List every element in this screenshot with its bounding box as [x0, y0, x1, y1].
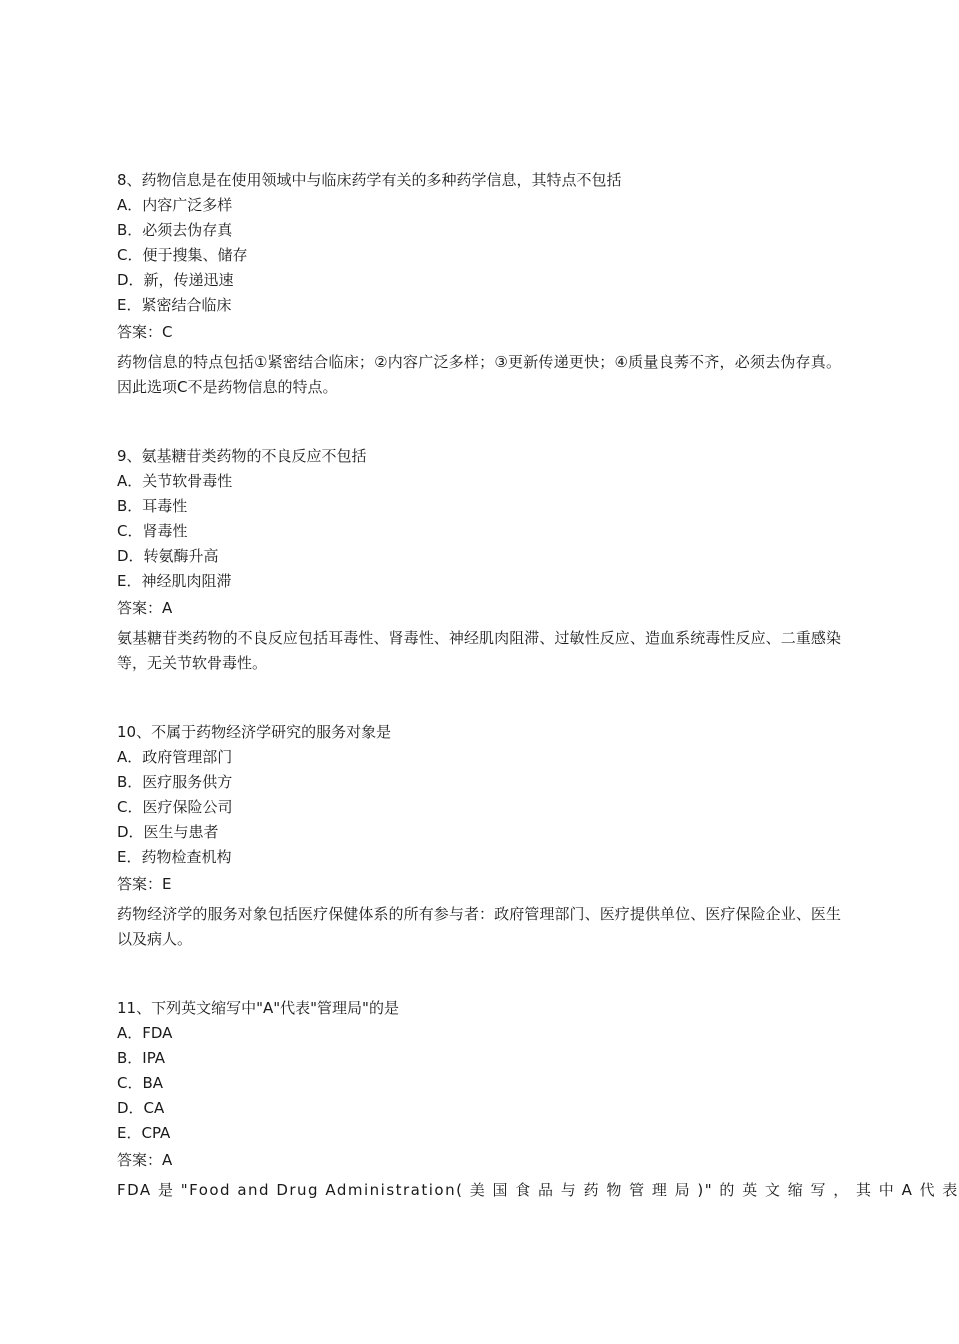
question-stem: 8、药物信息是在使用领域中与临床药学有关的多种药学信息，其特点不包括 — [117, 171, 622, 189]
explanation: 药物经济学的服务对象包括医疗保健体系的所有参与者：政府管理部门、医疗提供单位、医疗保险企业、医生以及病人。 — [117, 905, 841, 948]
option-e: E．紧密结合临床 — [117, 296, 232, 314]
question-stem: 11、下列英文缩写中"A"代表"管理局"的是 — [117, 999, 399, 1017]
option-e: E．神经肌肉阻滞 — [117, 572, 232, 590]
option-b: B．IPA — [117, 1049, 166, 1067]
option-d: D．CA — [117, 1099, 165, 1117]
option-d: D．转氨酶升高 — [117, 547, 219, 565]
question-10 — [117, 720, 841, 952]
answer: 答案：C — [117, 323, 173, 341]
option-b: B．医疗服务供方 — [117, 773, 233, 791]
answer: 答案：E — [117, 875, 172, 893]
option-a: A．政府管理部门 — [117, 748, 233, 766]
option-e: E．CPA — [117, 1124, 171, 1142]
explanation: 药物信息的特点包括①紧密结合临床；②内容广泛多样；③更新传递更快；④质量良莠不齐，必须去伪存真。因此选项C不是药物信息的特点。 — [117, 353, 841, 396]
document-page — [117, 168, 959, 1203]
option-a: A．关节软骨毒性 — [117, 472, 233, 490]
question-8 — [117, 168, 841, 400]
option-c: C．医疗保险公司 — [117, 798, 233, 816]
option-d: D．新，传递迅速 — [117, 271, 234, 289]
option-b: B．必须去伪存真 — [117, 221, 233, 239]
option-c: C．BA — [117, 1074, 164, 1092]
question-11 — [117, 996, 959, 1203]
answer: 答案：A — [117, 1151, 173, 1169]
option-d: D．医生与患者 — [117, 823, 219, 841]
question-stem: 10、不属于药物经济学研究的服务对象是 — [117, 723, 392, 741]
explanation: 氨基糖苷类药物的不良反应包括耳毒性、肾毒性、神经肌肉阻滞、过敏性反应、造血系统毒性反应、二重感染等，无关节软骨毒性。 — [117, 629, 841, 672]
option-a: A．内容广泛多样 — [117, 196, 233, 214]
answer: 答案：A — [117, 599, 173, 617]
option-c: C．便于搜集、储存 — [117, 246, 248, 264]
option-e: E．药物检查机构 — [117, 848, 232, 866]
option-a: A．FDA — [117, 1024, 173, 1042]
option-c: C．肾毒性 — [117, 522, 188, 540]
option-b: B．耳毒性 — [117, 497, 188, 515]
question-9 — [117, 444, 841, 676]
explanation: FDA 是 "Food and Drug Administration( 美 国 食 品 与 药 物 管 理 局 )" 的 英 文 缩 写 ， 其 中 A 代 表 — [117, 1181, 959, 1199]
question-stem: 9、氨基糖苷类药物的不良反应不包括 — [117, 447, 367, 465]
